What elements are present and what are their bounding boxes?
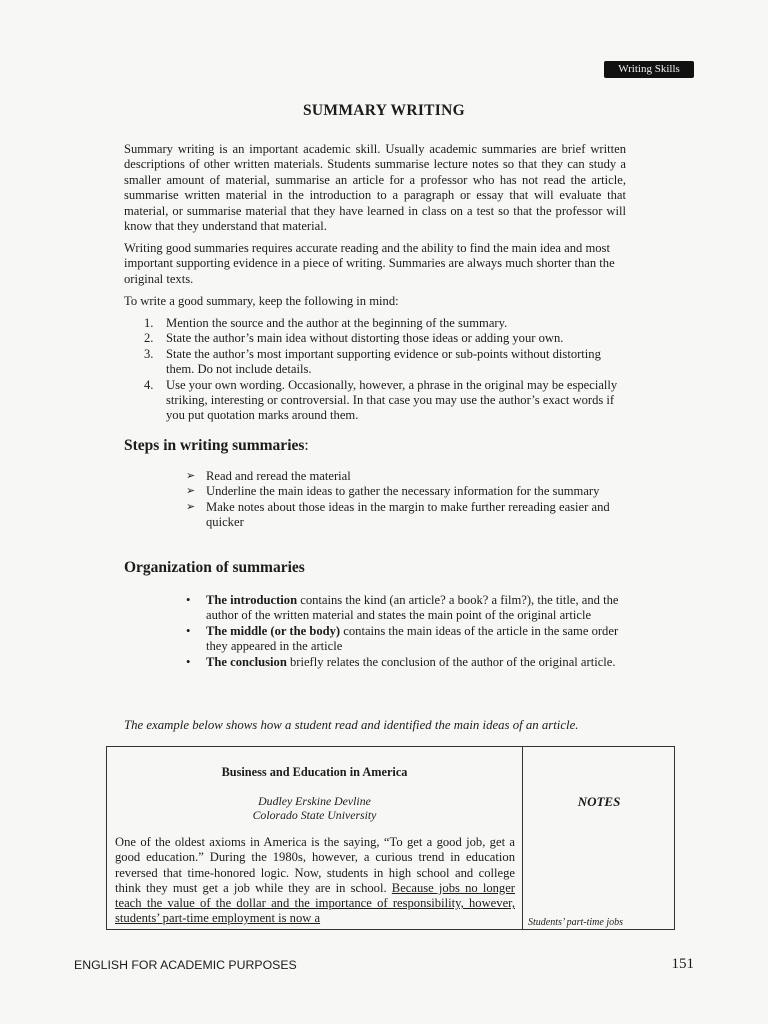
list-item: [186, 469, 616, 484]
step-text: Read and reread the material: [206, 469, 351, 483]
round-bullet-icon: •: [186, 593, 191, 607]
article-affiliation: Colorado State University: [252, 808, 377, 822]
second-paragraph: Writing good summaries requires accurate reading and the ability to find the main idea and most important supporting evidence in a piece of writing. Summaries are always much shorter than the original texts.: [124, 241, 615, 286]
step-text: Underline the main ideas to gather the necessary information for the summary: [206, 484, 600, 499]
step-text: Make notes about those ideas in the margin to make further rereading easier and quicker: [206, 499, 610, 530]
list-item: [124, 316, 624, 331]
org-item-label: The middle (or the body): [206, 623, 341, 638]
org-item-text: contains the main ideas of the article in the same order they appeared in the article: [206, 623, 619, 654]
organization-heading: Organization of summaries: [124, 559, 305, 576]
item-text: Use your own wording. Occasionally, however, a phrase in the original may be especially striking, interesting or controversial. In that case you may use the author’s exact words if you put quotation marks around them.: [166, 377, 618, 423]
item-text: Mention the source and the author at the beginning of the summary.: [166, 316, 508, 330]
example-table: [106, 746, 675, 930]
article-author: Dudley Erskine Devline: [258, 794, 371, 808]
article-byline: [107, 794, 522, 822]
item-text: State the author’s main idea without distorting those ideas or adding your own.: [166, 331, 564, 346]
list-item: [124, 347, 624, 378]
org-item-text: contains the kind (an article? a book? a film?), the title, and the author of the written material and states the main point of the original article: [206, 593, 619, 623]
list-item: [186, 484, 616, 499]
list-item: [186, 624, 626, 655]
list-item: [124, 331, 624, 346]
margin-note: Students’ part-time jobs: [528, 917, 623, 928]
item-number: 1.: [144, 316, 154, 330]
page-title: SUMMARY WRITING: [303, 102, 465, 119]
list-item: [186, 593, 626, 624]
org-item-text: briefly relates the conclusion of the author of the original article.: [286, 654, 616, 669]
list-item: [124, 378, 624, 424]
org-item-label: The introduction: [206, 593, 298, 607]
page-number: 151: [671, 956, 694, 972]
example-intro: The example below shows how a student read and identified the main ideas of an article.: [124, 718, 579, 732]
intro-paragraph: Summary writing is an important academic skill. Usually academic summaries are brief written descriptions of other written materials. Students summarise lecture notes so that they can study a smaller amount of material, summarise an article for a professor who has not read the article, summarise written material in the introduction to a paragraph or essay that will evaluate that material, or summarise material that they have learned in class on a test so that the professor will know that they understand that material.: [124, 142, 626, 234]
organization-list: [186, 593, 626, 670]
org-item-label: The conclusion: [206, 654, 287, 669]
item-text: State the author’s most important supporting evidence or sub-points without distorting them. Do not include details.: [166, 346, 601, 377]
item-number: 2.: [144, 331, 154, 346]
list-item: [186, 500, 616, 531]
arrowhead-bullet-icon: ➢: [186, 485, 196, 498]
list-lead-in: To write a good summary, keep the following in mind:: [124, 294, 399, 308]
steps-heading-text: Steps in writing summaries: [124, 437, 305, 454]
list-item: [186, 655, 626, 670]
requirements-list: [124, 316, 624, 424]
section-tag: Writing Skills: [604, 61, 694, 78]
article-underlined-text: Because jobs no longer teach the value of the dollar and the importance of responsibility, however, students’ part-time employment is now a: [115, 880, 516, 926]
notes-header: NOTES: [577, 794, 621, 809]
article-body: [115, 835, 515, 927]
article-title: Business and Education in America: [221, 765, 408, 779]
item-number: 3.: [144, 346, 154, 361]
steps-heading: [124, 437, 309, 455]
steps-heading-colon: :: [304, 437, 309, 454]
round-bullet-icon: •: [186, 623, 191, 638]
arrowhead-bullet-icon: ➢: [186, 500, 196, 513]
steps-list: [186, 469, 616, 531]
item-number: 4.: [144, 377, 154, 392]
arrowhead-bullet-icon: ➢: [186, 470, 196, 482]
footer-title: ENGLISH FOR ACADEMIC PURPOSES: [74, 958, 297, 972]
article-body-text: One of the oldest axioms in America is the saying, “To get a good job, get a good education.” During the 1980s, however, a curious trend in education reversed that time-honored logic. Now, students in high school and college think they must get a job while they are in school.: [115, 835, 515, 895]
column-divider: [522, 747, 523, 929]
round-bullet-icon: •: [186, 654, 191, 669]
